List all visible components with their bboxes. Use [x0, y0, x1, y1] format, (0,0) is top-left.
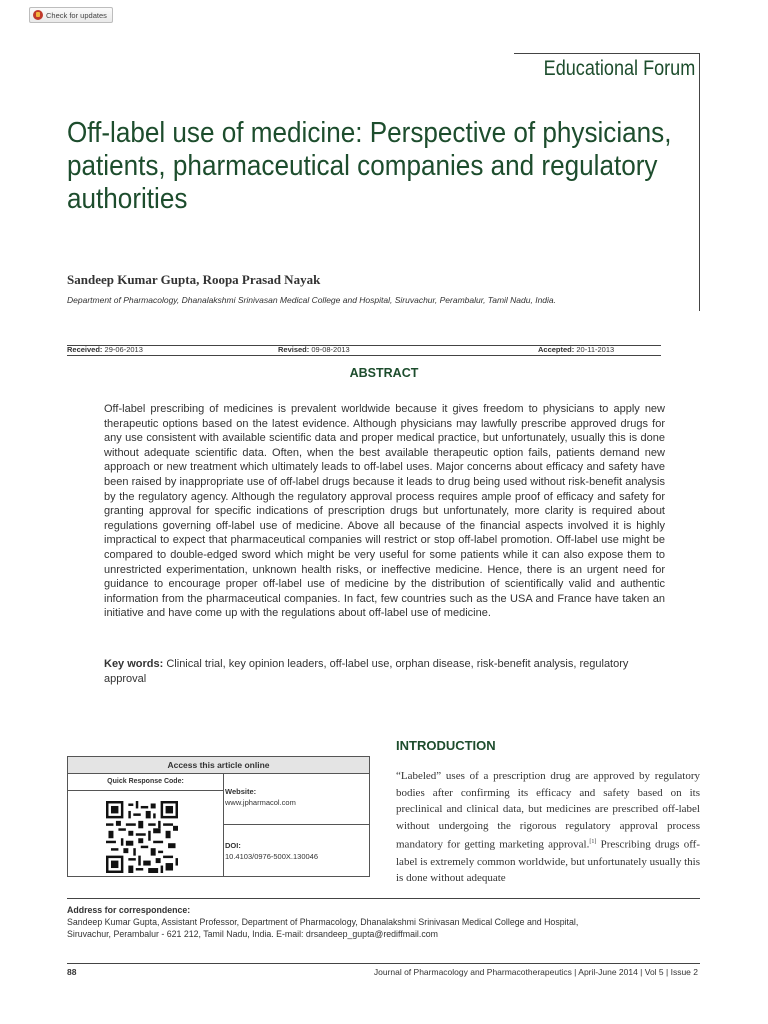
website-divider — [223, 824, 370, 825]
access-box-divider — [223, 773, 224, 877]
page-number: 88 — [67, 967, 77, 977]
section-label: Educational Forum — [543, 57, 695, 80]
received-date: Received: 29-06-2013 — [67, 345, 143, 354]
footer-rule — [67, 963, 700, 964]
dates-rule-bottom — [67, 355, 661, 356]
intro-paragraph: “Labeled” uses of a prescription drug are approved by regulatory bodies after confirming its efficacy and safety based on its preclinical and clinical data, but medicines are prescribed off-label without undergoing the rigorous regulatory approval process mandatory for getting marketing approval. — [396, 770, 700, 852]
citation-link[interactable]: [1] — [589, 839, 597, 846]
access-box-heading: Access this article online — [68, 757, 369, 774]
correspondence-address — [67, 904, 707, 940]
title-line-3: authorities — [67, 183, 188, 215]
address-line-2: Siruvachur, Perambalur - 621 212, Tamil Nadu, India. E-mail: drsandeep_gupta@rediffmail.com — [67, 929, 438, 939]
address-label: Address for correspondence: — [67, 905, 191, 915]
title-line-1: Off-label use of medicine: Perspective of physicians, — [67, 117, 672, 149]
crossmark-icon — [33, 10, 43, 20]
doi-label: DOI: — [225, 841, 241, 850]
access-article-box — [67, 756, 370, 877]
section-side-rule — [699, 53, 700, 311]
authors: Sandeep Kumar Gupta, Roopa Prasad Nayak — [67, 272, 321, 287]
affiliation: Department of Pharmacology, Dhanalakshmi Srinivasan Medical College and Hospital, Siruvachur, Perambalur, Tamil Nadu, India. — [67, 295, 556, 305]
address-line-1: Sandeep Kumar Gupta, Assistant Professor, Department of Pharmacology, Dhanalakshmi Srinivasan Medical College and Hospital, — [67, 917, 579, 927]
title-line-2: patients, pharmaceutical companies and regulatory — [67, 150, 658, 182]
journal-citation: Journal of Pharmacology and Pharmacotherapeutics | April-June 2014 | Vol 5 | Issue 2 — [373, 967, 698, 977]
website-link[interactable]: www.jpharmacol.com — [225, 798, 296, 807]
introduction-heading: INTRODUCTION — [396, 738, 496, 753]
introduction-text — [396, 768, 700, 887]
section-top-rule — [514, 53, 700, 54]
abstract-text: Off-label prescribing of medicines is prevalent worldwide because it gives freedom to physicians to apply new therapeutic options based on the latest evidence. Although physicians may lawfully prescribe approved drugs for any use consistent with available scientific data and proper medical practice, but unfortunately, usually this is done without adequate scientific data. Often, when the best available therapeutic option fails, patients demand new approach or new treatment which ultimately leads to off-label uses. Major concerns about efficacy and safety have been raised by inappropriate use of off-label drugs because it leads to drug being used without risk-benefit analysis by the regulatory agency. Although the regulatory approval process requires ample proof of efficacy and safety for granting approval for specific indications of prescription drugs but unfortunately, more clarity is required about regulations governing off-label use of medicine. Above all because of the financial aspects involved it is highly impractical to expect that pharmaceutical companies will restrict or stop off-label promotion. Off-label use might be compared to double-edged sword which might be very useful for some patients while it can also expose them to unrestricted experimentation, unknown health risks, or ineffective medicine. Hence, there is an urgent need for guidance to encourage proper off-label use of medicine by the distribution of scientifically valid and authentic information from the pharmaceutical companies. In fact, few countries such as the USA and France have taken an initiative and have come up with the regulations about off-label use of medicine. — [104, 403, 665, 620]
website-label: Website: — [225, 787, 257, 796]
revised-date: Revised: 09-08-2013 — [278, 345, 350, 354]
article-title — [67, 117, 672, 216]
doi-info — [225, 840, 318, 862]
qr-code-icon[interactable] — [106, 801, 178, 873]
keywords-list: Clinical trial, key opinion leaders, off-label use, orphan disease, risk-benefit analysis, regulatory approval — [104, 658, 629, 685]
doi-link[interactable]: 10.4103/0976-500X.130046 — [225, 852, 319, 861]
check-for-updates-button[interactable] — [29, 7, 113, 23]
intro-paragraph-cont: Prescribing drugs off-label is extremely common worldwide, but unfortunately usually this is done without adequate — [396, 839, 700, 885]
address-rule — [67, 898, 700, 899]
keywords — [104, 657, 665, 686]
accepted-date: Accepted: 20-11-2013 — [538, 345, 615, 354]
abstract-heading: ABSTRACT — [349, 366, 419, 380]
qr-code-label: Quick Response Code: — [68, 773, 223, 791]
website-info — [225, 786, 296, 808]
check-for-updates-label: Check for updates — [46, 10, 107, 20]
keywords-label: Key words: — [104, 658, 164, 670]
